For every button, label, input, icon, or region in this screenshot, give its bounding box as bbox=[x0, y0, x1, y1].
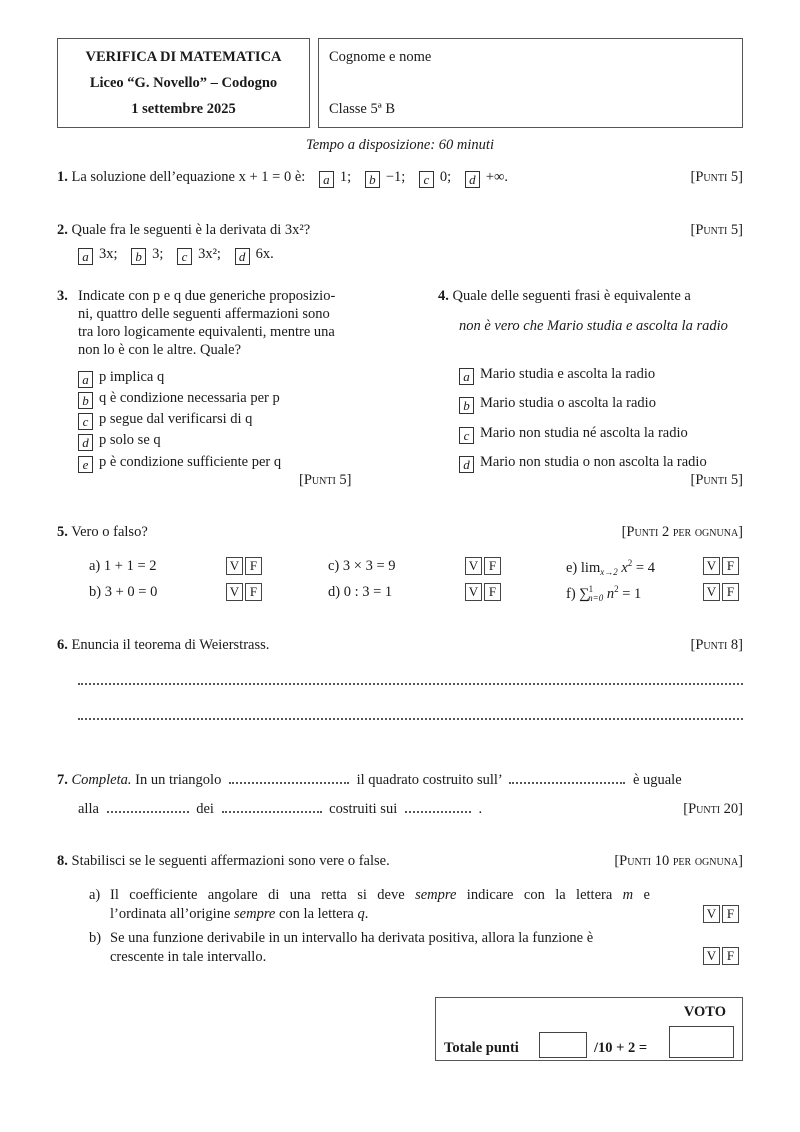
option-a[interactable] bbox=[78, 369, 164, 388]
statement-label: b) bbox=[89, 930, 102, 946]
question-1 bbox=[57, 169, 508, 188]
points-label: [Punti 5] bbox=[299, 472, 352, 488]
statement-line: Il coefficiente angolare di una retta si deve sempre indicare con la lettera m e bbox=[110, 887, 650, 903]
voto-input[interactable] bbox=[669, 1026, 734, 1058]
question-number: 3. bbox=[57, 288, 68, 304]
item-expression: ∑$^1_{n=0}$ $n^2 = 1$ bbox=[579, 584, 642, 603]
option-value: q è condizione necessaria per p bbox=[99, 390, 280, 406]
tf-toggle bbox=[224, 583, 262, 601]
option-a[interactable] bbox=[78, 246, 118, 262]
tf-item bbox=[328, 584, 392, 601]
option-value: Mario studia e ascolta la radio bbox=[480, 366, 656, 382]
option-b[interactable] bbox=[459, 395, 656, 414]
option-value: p segue dal verificarsi di q bbox=[99, 411, 253, 427]
points-label: [Punti 8] bbox=[690, 637, 743, 653]
true-box[interactable]: V bbox=[465, 557, 482, 575]
exam-title: VERIFICA DI MATEMATICA bbox=[85, 49, 282, 65]
item-label: f) bbox=[566, 586, 576, 602]
option-value: 0; bbox=[439, 169, 452, 185]
question-text: Stabilisci se le seguenti affermazioni sono vere o false. bbox=[71, 853, 390, 869]
tf-toggle bbox=[463, 557, 501, 575]
tf-toggle bbox=[224, 557, 262, 575]
false-box[interactable]: F bbox=[722, 583, 739, 601]
option-c[interactable] bbox=[78, 411, 252, 430]
false-box[interactable]: F bbox=[245, 583, 262, 601]
item-label: a) bbox=[89, 558, 101, 574]
true-box[interactable]: V bbox=[703, 905, 720, 923]
question-line: non lo è con le altre. Quale? bbox=[78, 342, 242, 358]
tf-item bbox=[328, 558, 396, 575]
exam-date: 1 settembre 2025 bbox=[131, 101, 236, 117]
option-value: 1; bbox=[339, 169, 352, 185]
points-label: [Punti 5] bbox=[690, 472, 743, 488]
points-label: [Punti 20] bbox=[683, 801, 743, 817]
blank-2[interactable] bbox=[509, 782, 625, 784]
item-label: e) bbox=[566, 560, 578, 576]
true-box[interactable]: V bbox=[465, 583, 482, 601]
blank-3[interactable] bbox=[107, 811, 189, 813]
question-2 bbox=[57, 222, 310, 239]
option-value: p implica q bbox=[99, 369, 165, 385]
option-e[interactable] bbox=[78, 454, 281, 473]
question-text: dei bbox=[196, 801, 214, 817]
option-letter[interactable]: c bbox=[419, 171, 434, 188]
item-expression: 0 : 3 = 1 bbox=[343, 584, 393, 600]
statement-line: crescente in tale intervallo. bbox=[110, 949, 267, 965]
true-box[interactable]: V bbox=[703, 583, 720, 601]
option-b[interactable] bbox=[131, 246, 163, 262]
tf-item bbox=[566, 558, 655, 577]
answer-line[interactable] bbox=[78, 718, 743, 720]
question-5 bbox=[57, 524, 148, 541]
question-number: 7. bbox=[57, 772, 68, 788]
question-text: La soluzione dell’equazione x + 1 = 0 è: bbox=[71, 169, 306, 185]
school-name: Liceo “G. Novello” – Codogno bbox=[89, 75, 278, 91]
true-box[interactable]: V bbox=[703, 557, 720, 575]
question-number: 6. bbox=[57, 637, 68, 653]
question-text: alla bbox=[78, 801, 99, 817]
question-number: 4. bbox=[438, 288, 449, 304]
true-box[interactable]: V bbox=[226, 557, 243, 575]
question-lead: Completa. bbox=[71, 772, 132, 788]
option-value: 3x; bbox=[99, 246, 118, 262]
option-value: Mario studia o ascolta la radio bbox=[480, 395, 656, 411]
question-line: ni, quattro delle seguenti affermazioni sono bbox=[78, 306, 330, 322]
option-letter[interactable]: b bbox=[78, 392, 93, 409]
blank-1[interactable] bbox=[229, 782, 349, 784]
tf-toggle bbox=[701, 557, 739, 575]
tf-item bbox=[566, 584, 641, 603]
item-expression: 3 × 3 = 9 bbox=[342, 558, 396, 574]
option-value: +∞. bbox=[485, 169, 508, 185]
tf-toggle bbox=[701, 583, 739, 601]
option-letter[interactable]: d bbox=[459, 456, 474, 473]
option-letter[interactable]: a bbox=[459, 368, 474, 385]
question-number: 2. bbox=[57, 222, 68, 238]
false-box[interactable]: F bbox=[484, 557, 501, 575]
question-text: costruiti sui bbox=[329, 801, 398, 817]
question-line: Indicate con p e q due generiche proposizio- bbox=[78, 288, 336, 304]
false-box[interactable]: F bbox=[722, 557, 739, 575]
item-expression: $\lim_{x\to 2} x^2 = 4$ bbox=[580, 558, 655, 577]
question-8 bbox=[57, 853, 390, 870]
option-value: 3; bbox=[152, 246, 164, 262]
option-letter[interactable]: c bbox=[459, 427, 474, 444]
statement-label: a) bbox=[89, 887, 101, 903]
question-text: Vero o falso? bbox=[71, 524, 148, 540]
class-label: Classe 5ª B bbox=[329, 101, 396, 117]
statement-line: l’ordinata all’origine sempre con la lettera q. bbox=[110, 906, 369, 922]
option-letter[interactable]: d bbox=[78, 434, 93, 451]
student-info-box[interactable] bbox=[318, 38, 743, 128]
question-text: . bbox=[478, 801, 483, 817]
false-box[interactable]: F bbox=[722, 947, 739, 965]
option-letter[interactable]: b bbox=[459, 397, 474, 414]
option-c[interactable] bbox=[419, 169, 451, 185]
option-letter[interactable]: e bbox=[78, 456, 93, 473]
option-value: 6x. bbox=[255, 246, 274, 262]
question-quote: non è vero che Mario studia e ascolta la radio bbox=[459, 318, 728, 334]
option-letter[interactable]: a bbox=[78, 371, 93, 388]
question-text: In un triangolo bbox=[135, 772, 222, 788]
tf-toggle bbox=[463, 583, 501, 601]
blank-4[interactable] bbox=[222, 811, 322, 813]
true-box[interactable]: V bbox=[226, 583, 243, 601]
option-value: Mario non studia o non ascolta la radio bbox=[480, 454, 707, 470]
false-box[interactable]: F bbox=[245, 557, 262, 575]
tf-item bbox=[89, 558, 157, 575]
option-letter[interactable]: d bbox=[235, 248, 250, 265]
points-label: [Punti 2 per ognuna] bbox=[621, 524, 743, 540]
false-box[interactable]: F bbox=[722, 905, 739, 923]
blank-5[interactable] bbox=[405, 811, 471, 813]
option-letter[interactable]: b bbox=[365, 171, 380, 188]
question-text: Enuncia il teorema di Weierstrass. bbox=[71, 637, 270, 653]
option-value: Mario non studia né ascolta la radio bbox=[480, 425, 688, 441]
option-value: 3x²; bbox=[198, 246, 221, 262]
points-label: [Punti 5] bbox=[690, 222, 743, 238]
time-note: Tempo a disposizione: 60 minuti bbox=[306, 137, 494, 153]
option-b[interactable] bbox=[78, 390, 280, 409]
item-expression: 3 + 0 = 0 bbox=[104, 584, 158, 600]
item-label: d) bbox=[328, 584, 341, 600]
question-text: è uguale bbox=[632, 772, 682, 788]
voto-label: VOTO bbox=[683, 1004, 726, 1020]
option-value: −1; bbox=[385, 169, 406, 185]
option-letter[interactable]: b bbox=[131, 248, 146, 265]
option-c[interactable] bbox=[177, 246, 221, 262]
question-line: tra loro logicamente equivalenti, mentre una bbox=[78, 324, 335, 340]
tf-toggle bbox=[701, 905, 739, 923]
question-2-options bbox=[78, 246, 274, 265]
option-letter[interactable]: c bbox=[78, 413, 93, 430]
option-value: p solo se q bbox=[99, 432, 161, 448]
option-b[interactable] bbox=[365, 169, 405, 185]
item-label: c) bbox=[328, 558, 340, 574]
score-box bbox=[435, 997, 743, 1061]
option-d[interactable] bbox=[465, 169, 508, 185]
question-text: Quale delle seguenti frasi è equivalente a bbox=[452, 288, 691, 304]
option-a[interactable] bbox=[459, 366, 655, 385]
question-7-line2 bbox=[78, 801, 482, 818]
option-d[interactable] bbox=[459, 454, 707, 473]
false-box[interactable]: F bbox=[484, 583, 501, 601]
option-letter[interactable]: d bbox=[465, 171, 480, 188]
option-value: p è condizione sufficiente per q bbox=[99, 454, 282, 470]
question-text: il quadrato costruito sull’ bbox=[356, 772, 502, 788]
points-label: [Punti 5] bbox=[690, 169, 743, 185]
option-letter[interactable]: a bbox=[78, 248, 93, 265]
statement-line: Se una funzione derivabile in un intervallo ha derivata positiva, allora la funzione è bbox=[110, 930, 594, 946]
option-letter[interactable]: a bbox=[319, 171, 334, 188]
answer-line[interactable] bbox=[78, 683, 743, 685]
question-number: 5. bbox=[57, 524, 68, 540]
points-label: [Punti 10 per ognuna] bbox=[614, 853, 743, 869]
option-d[interactable] bbox=[78, 432, 161, 451]
question-number: 1. bbox=[57, 169, 68, 185]
total-points-input[interactable] bbox=[539, 1032, 587, 1058]
name-label: Cognome e nome bbox=[329, 49, 432, 65]
question-6 bbox=[57, 637, 269, 654]
tf-toggle bbox=[701, 947, 739, 965]
tf-item bbox=[89, 584, 157, 601]
header-info-box bbox=[57, 38, 310, 128]
question-text: Quale fra le seguenti è la derivata di 3x²? bbox=[71, 222, 311, 238]
score-formula: /10 + 2 = bbox=[594, 1040, 648, 1056]
question-number: 8. bbox=[57, 853, 68, 869]
option-letter[interactable]: c bbox=[177, 248, 192, 265]
item-label: b) bbox=[89, 584, 102, 600]
option-c[interactable] bbox=[459, 425, 688, 444]
question-4 bbox=[438, 288, 691, 305]
total-label: Totale punti bbox=[444, 1040, 519, 1056]
question-7 bbox=[57, 772, 743, 789]
true-box[interactable]: V bbox=[703, 947, 720, 965]
item-expression: 1 + 1 = 2 bbox=[103, 558, 157, 574]
option-a[interactable] bbox=[319, 169, 351, 185]
option-d[interactable] bbox=[235, 246, 274, 262]
